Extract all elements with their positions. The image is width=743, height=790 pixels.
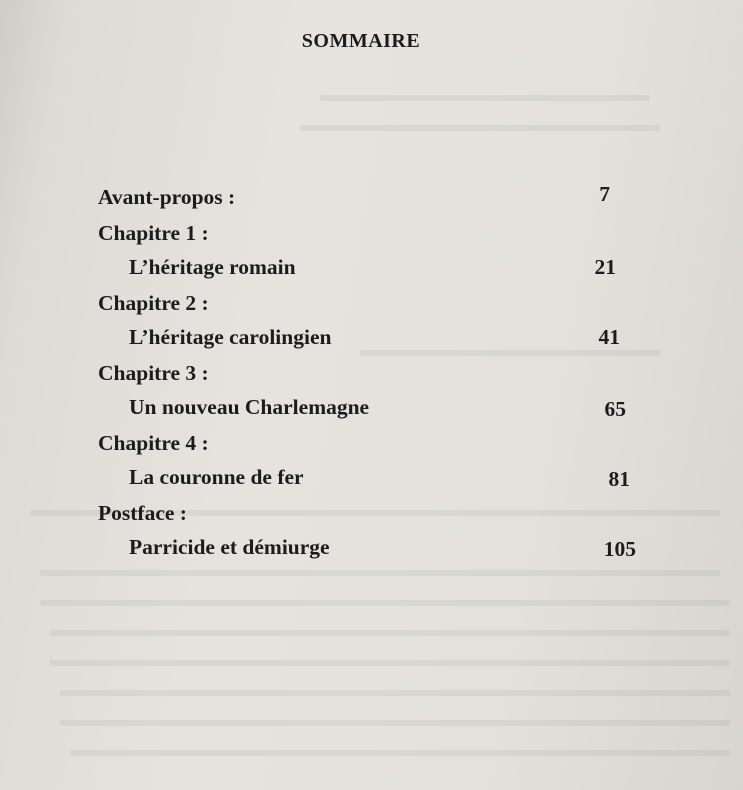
toc-subtitle: L’héritage carolingien xyxy=(129,325,332,349)
table-of-contents xyxy=(98,180,638,564)
toc-heading: Avant-propos : xyxy=(98,185,236,209)
toc-subtitle: Un nouveau Charlemagne xyxy=(129,395,370,419)
toc-page-number: 41 xyxy=(598,325,620,349)
toc-page-number: 81 xyxy=(608,467,630,491)
toc-entry-postface xyxy=(98,496,638,564)
toc-entry-chapitre-2 xyxy=(98,286,638,354)
toc-heading: Postface : xyxy=(98,501,187,525)
toc-page-number: 7 xyxy=(599,182,610,206)
toc-subtitle: La couronne de fer xyxy=(129,465,304,489)
show-through-line xyxy=(70,750,730,756)
show-through-line xyxy=(60,690,730,696)
toc-heading: Chapitre 1 : xyxy=(98,221,209,245)
show-through-line xyxy=(60,720,730,726)
toc-subtitle: L’héritage romain xyxy=(129,255,296,279)
toc-page-number: 65 xyxy=(604,397,626,421)
toc-entry-chapitre-4 xyxy=(98,426,638,494)
show-through-line xyxy=(300,125,660,131)
toc-page-number: 105 xyxy=(603,537,636,561)
toc-subtitle: Parricide et démiurge xyxy=(129,535,330,559)
toc-entry-chapitre-3 xyxy=(98,356,638,424)
show-through-line xyxy=(50,660,730,666)
show-through-line xyxy=(40,570,720,576)
toc-heading: Chapitre 4 : xyxy=(98,431,209,455)
toc-entry-chapitre-1 xyxy=(98,216,638,284)
toc-entry-avant-propos xyxy=(98,180,638,214)
show-through-line xyxy=(320,95,650,101)
toc-page-number: 21 xyxy=(594,255,616,279)
show-through-line xyxy=(40,600,730,606)
toc-heading: Chapitre 3 : xyxy=(98,361,209,385)
show-through-line xyxy=(50,630,730,636)
page-title: SOMMAIRE xyxy=(301,30,421,52)
toc-heading: Chapitre 2 : xyxy=(98,291,209,315)
